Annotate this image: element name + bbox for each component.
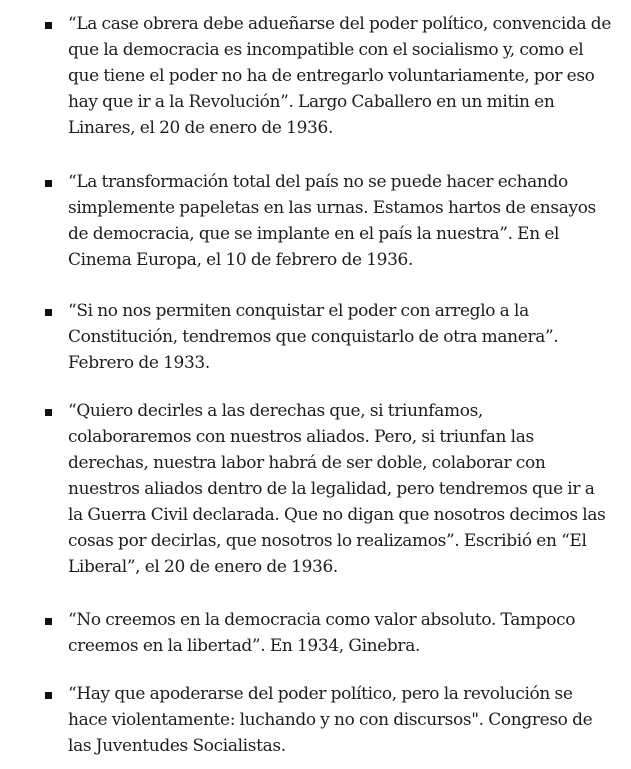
quote-line: Liberal”, el 20 de enero de 1936.: [68, 557, 338, 577]
bullet-square-icon: [45, 180, 52, 187]
quote-text: [68, 681, 630, 759]
quote-text: [68, 298, 630, 376]
quote-line: la Guerra Civil declarada. Que no digan que nosotros decimos las: [68, 505, 606, 525]
quote-line: “La transformación total del país no se puede hacer echando: [68, 172, 568, 192]
quote-line: “Quiero decirles a las derechas que, si triunfamos,: [68, 401, 483, 421]
bullet-square-icon: [45, 309, 52, 316]
quote-line: “La case obrera debe adueñarse del poder político, convencida de: [68, 14, 612, 34]
quote-line: hace violentamente: luchando y no con discursos". Congreso de: [68, 710, 593, 730]
quote-text: [68, 607, 630, 659]
quote-line: creemos en la libertad”. En 1934, Ginebra.: [68, 636, 421, 656]
quote-line: las Juventudes Socialistas.: [68, 736, 286, 756]
quote-line: Cinema Europa, el 10 de febrero de 1936.: [68, 250, 414, 270]
quote-line: que tiene el poder no ha de entregarlo voluntariamente, por eso: [68, 66, 595, 86]
quote-line: nuestros aliados dentro de la legalidad, pero tendremos que ir a: [68, 479, 595, 499]
quote-text: [68, 11, 630, 141]
quote-line: Febrero de 1933.: [68, 353, 210, 373]
quote-line: Constitución, tendremos que conquistarlo de otra manera”.: [68, 327, 559, 347]
quote-line: “No creemos en la democracia como valor absoluto. Tampoco: [68, 610, 576, 630]
quote-text: [68, 169, 630, 273]
bullet-square-icon: [45, 692, 52, 699]
quote-line: hay que ir a la Revolución”. Largo Caballero en un mitin en: [68, 92, 555, 112]
quote-line: derechas, nuestra labor habrá de ser doble, colaborar con: [68, 453, 546, 473]
quote-line: “Si no nos permiten conquistar el poder con arreglo a la: [68, 301, 529, 321]
bullet-square-icon: [45, 409, 52, 416]
bullet-square-icon: [45, 618, 52, 625]
quote-line: colaboraremos con nuestros aliados. Pero, si triunfan las: [68, 427, 534, 447]
quote-line: “Hay que apoderarse del poder político, pero la revolución se: [68, 684, 573, 704]
quote-line: de democracia, que se implante en el país la nuestra”. En el: [68, 224, 560, 244]
bullet-square-icon: [45, 22, 52, 29]
quote-line: cosas por decirlas, que nosotros lo realizamos”. Escribió en “El: [68, 531, 587, 551]
quote-line: que la democracia es incompatible con el socialismo y, como el: [68, 40, 584, 60]
quote-text: [68, 398, 630, 580]
quote-line: simplemente papeletas en las urnas. Estamos hartos de ensayos: [68, 198, 596, 218]
quote-line: Linares, el 20 de enero de 1936.: [68, 118, 333, 138]
